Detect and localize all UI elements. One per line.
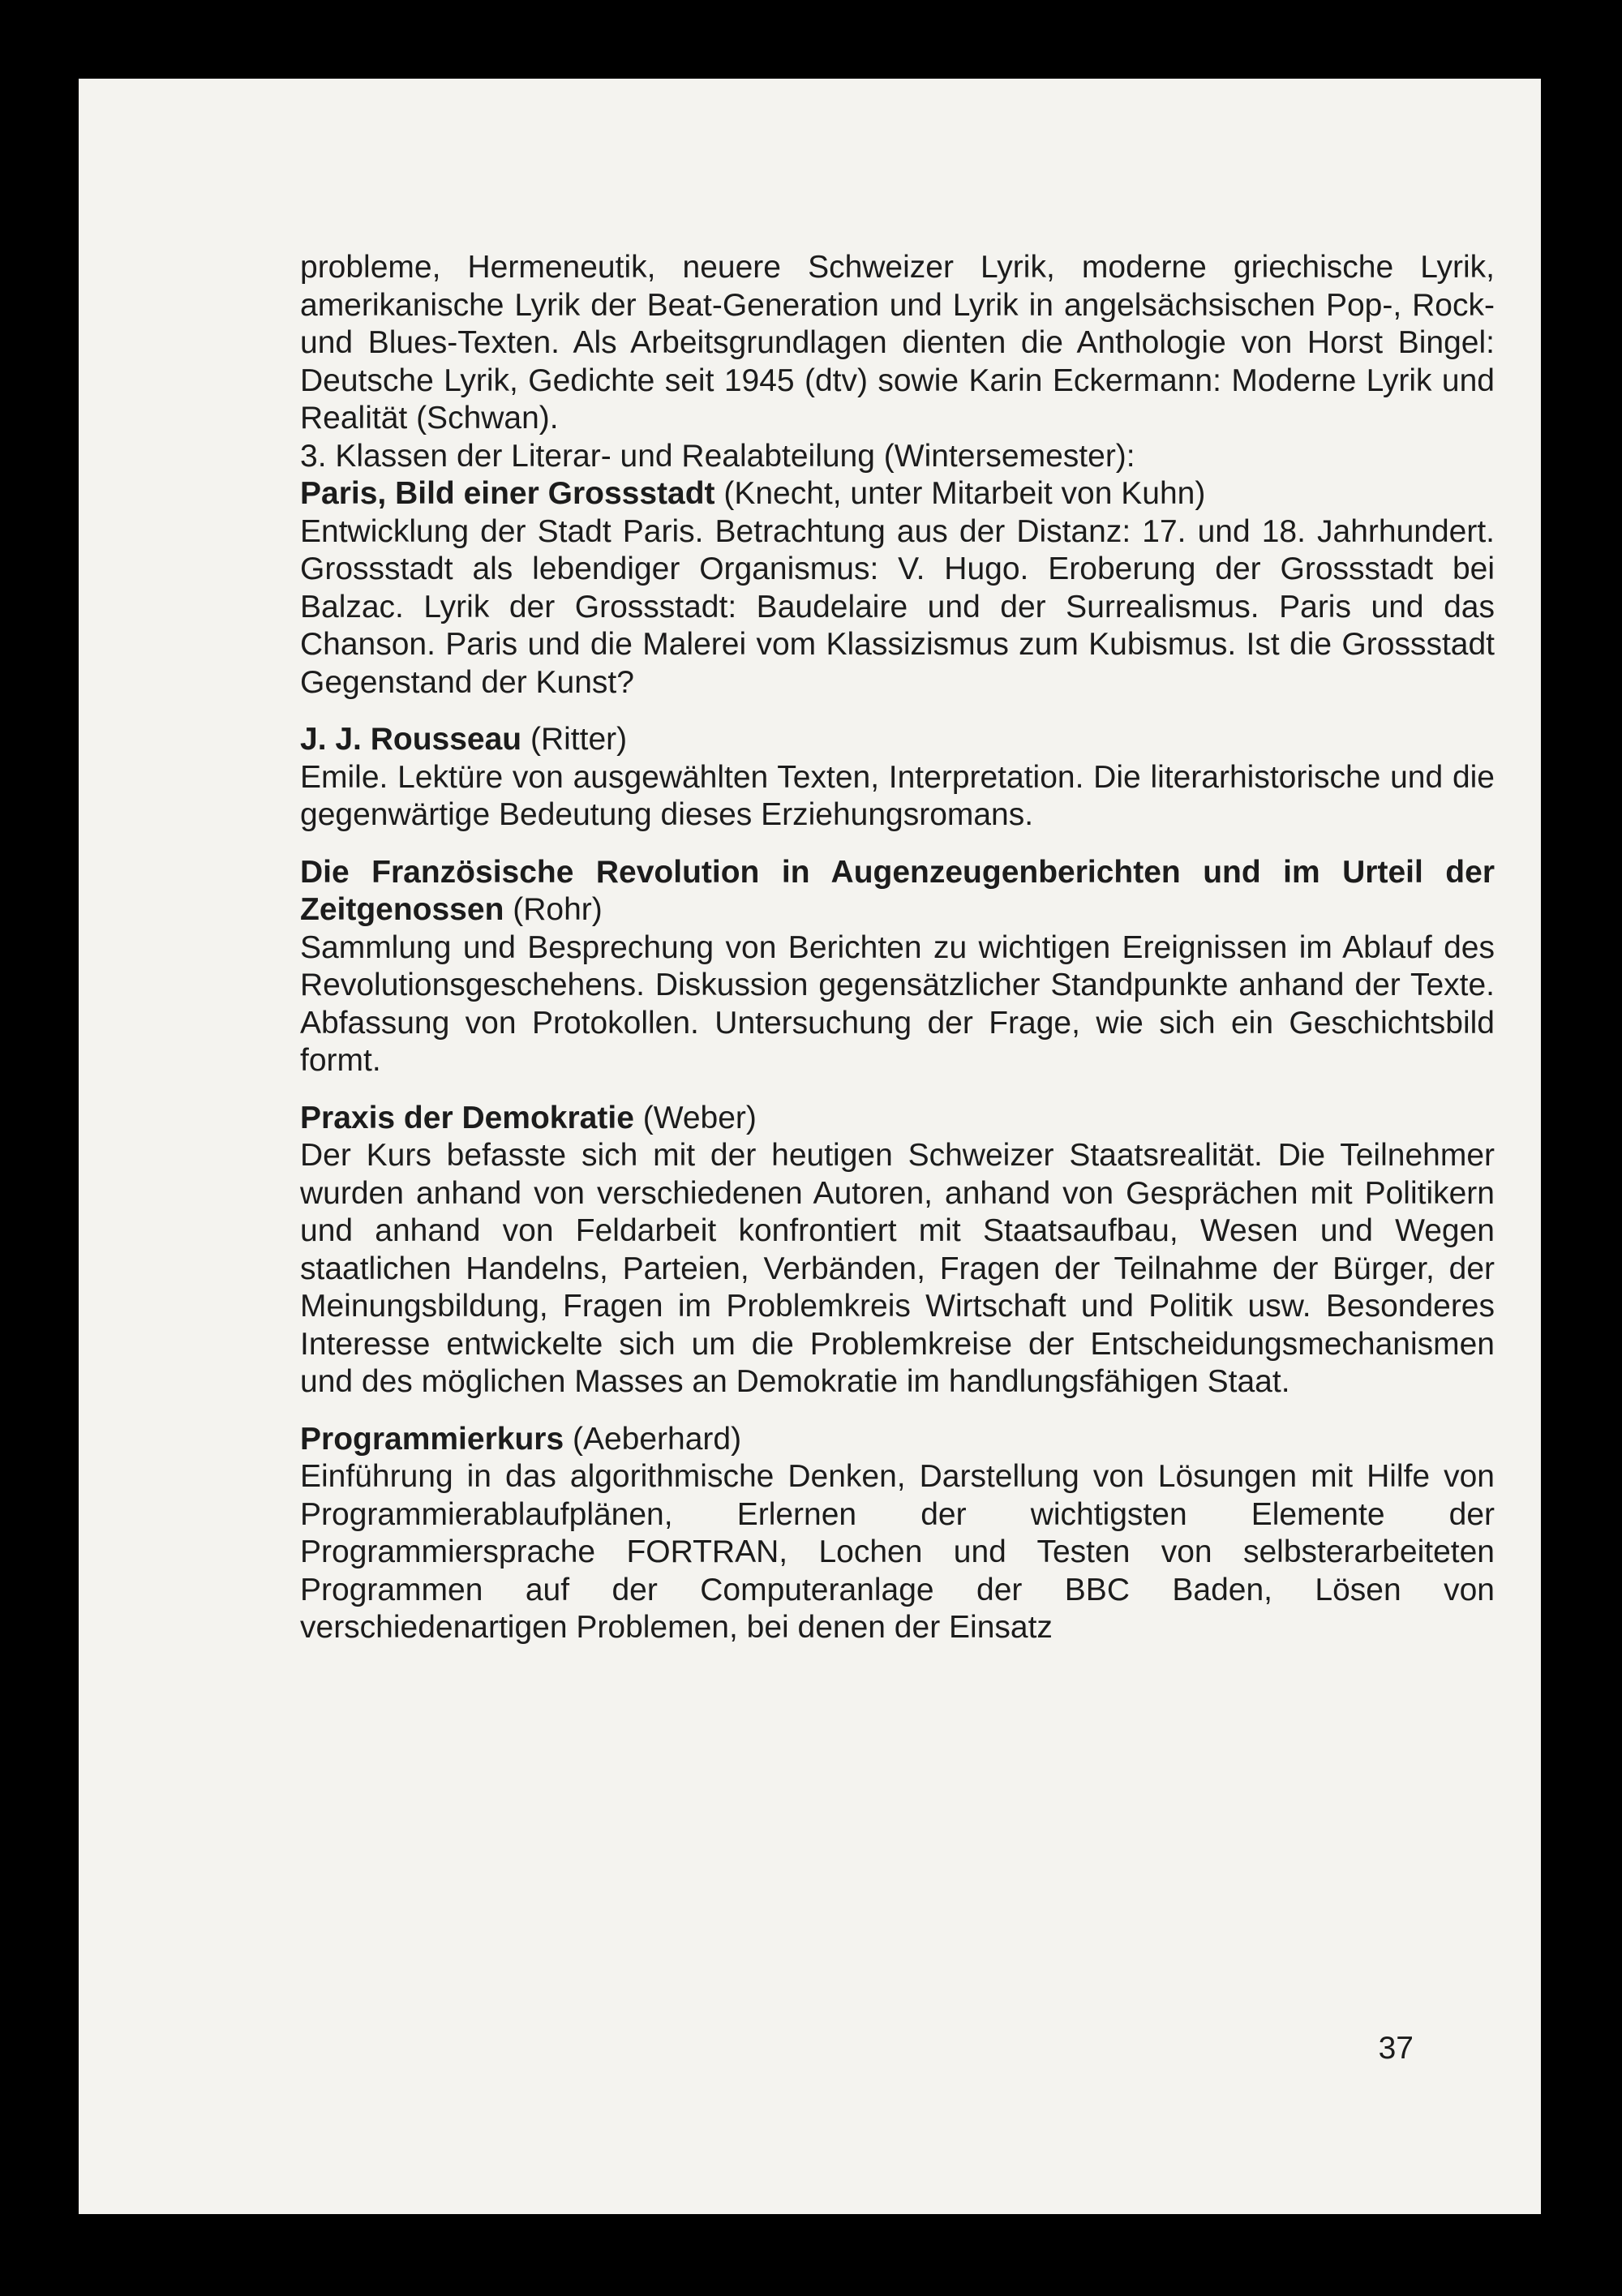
page-number: 37 — [1378, 2031, 1414, 2066]
course-heading — [300, 475, 1495, 513]
document-page — [79, 79, 1541, 2214]
course-section-rousseau — [300, 721, 1495, 835]
course-description: Einführung in das algorithmische Denken, Darstellung von Lösungen mit Hilfe von Programmierablaufplänen, Erlernen der wichtigsten Elemente der Programmiersprache FORTRAN, Lochen und Testen von selbsterarbeiteten Programmen auf der Computeranlage der BBC Baden, Lösen von verschiedenartigen Problemen, bei denen der Einsatz — [300, 1459, 1495, 1645]
course-teacher: (Aeberhard) — [572, 1421, 742, 1457]
course-title: Programmierkurs — [300, 1421, 564, 1457]
course-section-programmierkurs — [300, 1421, 1495, 1647]
course-teacher: (Ritter) — [530, 722, 628, 757]
course-title: Die Französische Revolution in Augenzeugenberichten und im Urteil der Zeitgenossen — [300, 854, 1495, 927]
course-description: Der Kurs befasste sich mit der heutigen Schweizer Staatsrealität. Die Teilnehmer wurden anhand von verschiedenen Autoren, anhand von Gesprächen mit Politikern und anhand von Feldarbeit konfrontiert mit Staatsaufbau, Wesen und Wegen staatlichen Handelns, Parteien, Verbänden, Fragen der Teilnahme der Bürger, der Meinungsbildung, Fragen im Problemkreis Wirtschaft und Politik usw. Besonderes Interesse entwickelte sich um die Problemkreise der Entscheidungsmechanismen und des möglichen Masses an Demokratie im handlungsfähigen Staat. — [300, 1138, 1495, 1399]
course-teacher: (Weber) — [642, 1100, 757, 1135]
intro-paragraph: probleme, Hermeneutik, neuere Schweizer Lyrik, moderne griechische Lyrik, amerikanische Lyrik der Beat-Generation und Lyrik in angelsächsischen Pop-, Rock- und Blues-Texten. Als Arbeitsgrundlagen dienten die Anthologie von Horst Bingel: Deutsche Lyrik, Gedichte seit 1945 (dtv) sowie Karin Eckermann: Moderne Lyrik und Realität (Schwan). — [300, 250, 1495, 436]
course-section-revolution — [300, 854, 1495, 1080]
course-description: Entwicklung der Stadt Paris. Betrachtung aus der Distanz: 17. und 18. Jahrhundert. Grossstadt als lebendiger Organismus: V. Hugo. Eroberung der Grossstadt bei Balzac. Lyrik der Grossstadt: Baudelaire und der Surrealismus. Paris und das Chanson. Paris und die Malerei vom Klassizismus zum Kubismus. Ist die Grossstadt Gegenstand der Kunst? — [300, 513, 1495, 700]
course-description: Sammlung und Besprechung von Berichten zu wichtigen Ereignissen im Ablauf des Revolutionsgeschehens. Diskussion gegensätzlicher Standpunkte anhand der Texte. Abfassung von Protokollen. Untersuchung der Frage, wie sich ein Geschichtsbild formt. — [300, 929, 1495, 1078]
course-section-demokratie — [300, 1100, 1495, 1401]
course-heading — [300, 1100, 1495, 1138]
course-heading — [300, 721, 1495, 759]
course-description: Emile. Lektüre von ausgewählten Texten, Interpretation. Die literarhistorische und die gegenwärtige Bedeutung dieses Erziehungsromans. — [300, 759, 1495, 832]
course-title: Paris, Bild einer Grossstadt — [300, 476, 715, 511]
page-content — [300, 249, 1495, 1667]
course-teacher: (Knecht, unter Mitarbeit von Kuhn) — [723, 476, 1206, 511]
course-section-paris — [300, 475, 1495, 702]
course-teacher: (Rohr) — [513, 892, 603, 927]
course-heading — [300, 854, 1495, 929]
class-heading: 3. Klassen der Literar- und Realabteilung (Wintersemester): — [300, 438, 1135, 474]
course-title: Praxis der Demokratie — [300, 1100, 634, 1135]
course-heading — [300, 1421, 1495, 1459]
course-title: J. J. Rousseau — [300, 722, 522, 757]
